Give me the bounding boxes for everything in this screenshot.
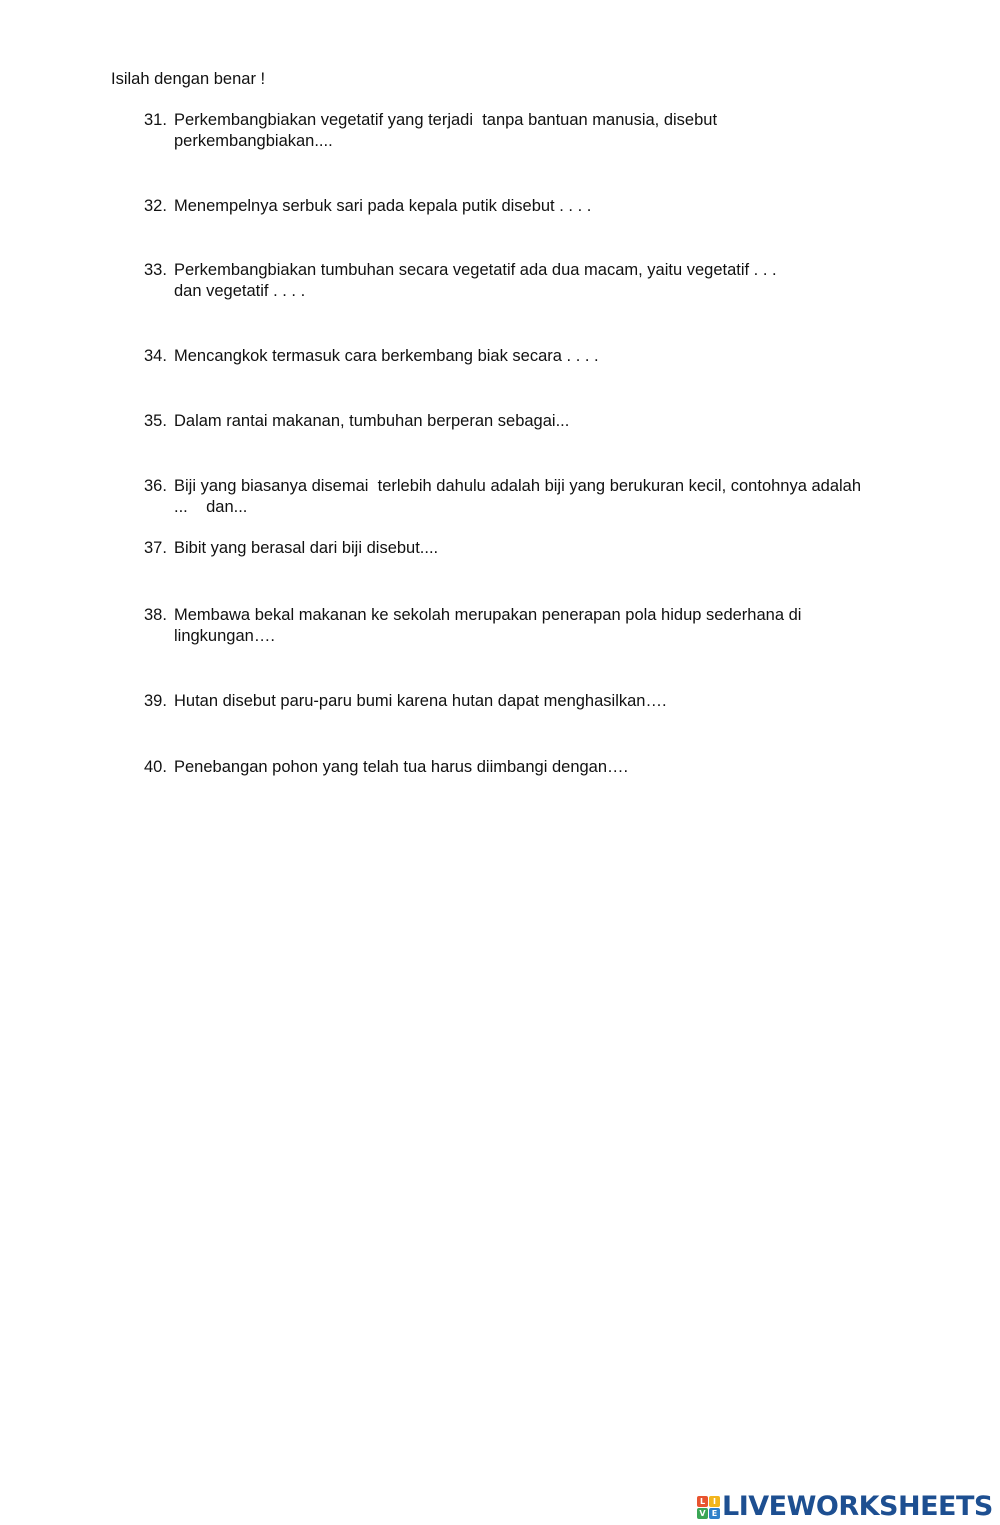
logo-mark-tile: L	[697, 1496, 708, 1507]
question-text: Biji yang biasanya disemai terlebih dahulu adalah biji yang berukuran kecil, contohnya adalah ... dan...	[174, 477, 862, 516]
question-item	[144, 605, 944, 647]
question-number: 38.	[144, 606, 167, 624]
question-text: Dalam rantai makanan, tumbuhan berperan sebagai...	[174, 412, 570, 430]
logo-mark-tile: V	[697, 1508, 708, 1519]
question-item	[144, 691, 944, 712]
question-number: 37.	[144, 539, 167, 557]
question-text: Menempelnya serbuk sari pada kepala putik disebut . . . .	[174, 197, 592, 215]
question-item	[144, 260, 944, 302]
question-number: 36.	[144, 477, 167, 495]
question-item	[144, 346, 944, 367]
logo-mark-tile: I	[709, 1496, 720, 1507]
question-number: 35.	[144, 412, 167, 430]
question-text: Perkembangbiakan tumbuhan secara vegetatif ada dua macam, yaitu vegetatif . . . dan vegetatif . . . .	[174, 261, 777, 300]
question-number: 40.	[144, 758, 167, 776]
logo-text: LIVEWORKSHEETS	[722, 1491, 993, 1522]
question-number: 34.	[144, 347, 167, 365]
question-item	[144, 411, 944, 432]
question-text: Hutan disebut paru-paru bumi karena hutan dapat menghasilkan….	[174, 692, 667, 710]
question-number: 33.	[144, 261, 167, 279]
question-number: 32.	[144, 197, 167, 215]
question-item	[144, 196, 944, 217]
question-item	[144, 757, 944, 778]
question-item	[144, 538, 944, 559]
question-text: Mencangkok termasuk cara berkembang biak secara . . . .	[174, 347, 599, 365]
question-item	[144, 476, 944, 518]
logo-mark-icon	[697, 1496, 720, 1519]
question-text: Penebangan pohon yang telah tua harus diimbangi dengan….	[174, 758, 629, 776]
question-text: Membawa bekal makanan ke sekolah merupakan penerapan pola hidup sederhana di lingkungan….	[174, 606, 802, 645]
logo-mark-tile: E	[709, 1508, 720, 1519]
question-number: 39.	[144, 692, 167, 710]
question-number: 31.	[144, 111, 167, 129]
instruction-heading: Isilah dengan benar !	[111, 70, 266, 88]
question-item	[144, 110, 944, 152]
question-text: Perkembangbiakan vegetatif yang terjadi tanpa bantuan manusia, disebut perkembangbiakan....	[174, 111, 718, 150]
liveworksheets-logo	[697, 1490, 993, 1524]
question-text: Bibit yang berasal dari biji disebut....	[174, 539, 439, 557]
